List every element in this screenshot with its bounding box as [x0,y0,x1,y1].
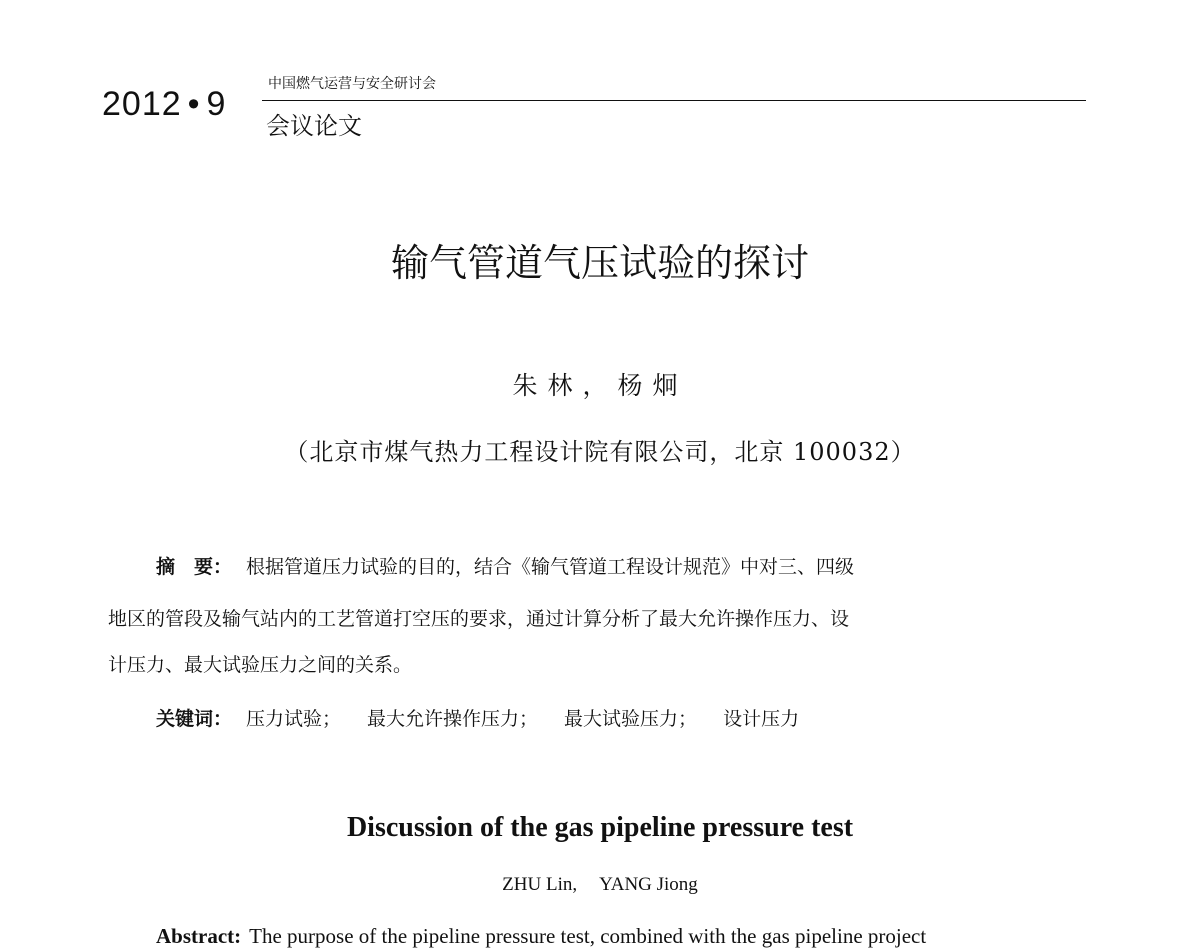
issue-number: 9 [206,85,227,123]
issue-year: 2012 [102,85,182,123]
paper-type: 会议论文 [266,112,362,140]
affiliation-cn: （北京市煤气热力工程设计院有限公司，北京 100032） [284,438,916,466]
keyword: 最大允许操作压力； [367,708,539,730]
header-rule [262,100,1086,101]
abstract-cn-label: 摘 要： [156,556,233,578]
abstract-cn-text-1: 根据管道压力试验的目的，结合《输气管道工程设计规范》中对三、四级 [246,556,855,578]
abstract-cn-line-1 [156,552,1124,579]
abstract-en-text: The purpose of the pipeline pressure test, combined with the gas pipeline project [249,924,927,948]
authors-en [0,872,1200,898]
abstract-en-label: Abstract: [156,924,242,948]
paper-title-cn: 输气管道气压试验的探讨 [390,241,809,285]
abstract-en [156,922,926,950]
keyword: 压力试验； [246,708,342,730]
abstract-cn-line-3: 计压力、最大试验压力之间的关系。 [108,654,413,676]
abstract-cn-line-2: 地区的管段及输气站内的工艺管道打空压的要求，通过计算分析了最大允许操作压力、设 [108,608,850,630]
authors-cn: 朱林，杨炯 [512,371,688,400]
issue-date [102,84,226,124]
issue-separator: • [187,85,201,123]
keywords-cn [156,704,1124,731]
author-en-2: YANG Jiong [599,874,698,895]
conference-name: 中国燃气运营与安全研讨会 [268,76,436,92]
keyword: 最大试验压力； [564,708,698,730]
paper-title-en: Discussion of the gas pipeline pressure test [346,812,854,843]
keyword: 设计压力 [723,708,800,730]
keywords-cn-label: 关键词： [156,708,233,730]
author-en-1: ZHU Lin, [502,874,578,895]
